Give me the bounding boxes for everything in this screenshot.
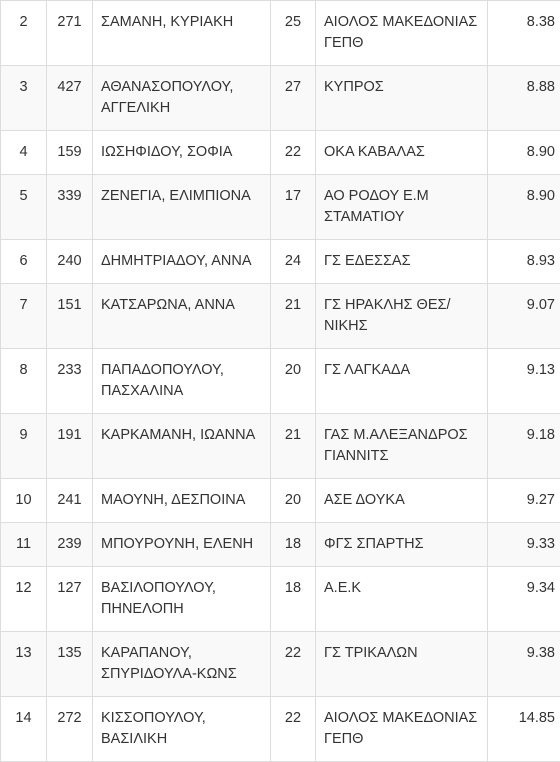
table-row [1, 66, 560, 131]
rank-cell: 8 [1, 349, 47, 414]
age-cell: 21 [271, 284, 316, 349]
age-cell: 20 [271, 349, 316, 414]
time-cell: 8.93 [488, 240, 560, 284]
age-cell: 17 [271, 175, 316, 240]
bib-number-cell: 272 [47, 697, 93, 762]
club-cell: ΓΣ ΛΑΓΚΑΔΑ [316, 349, 488, 414]
age-cell: 22 [271, 131, 316, 175]
table-row [1, 697, 560, 762]
time-cell: 9.13 [488, 349, 560, 414]
age-cell: 25 [271, 1, 316, 66]
table-row [1, 175, 560, 240]
athlete-name-cell: ΚΑΡΑΠΑΝΟΥ, ΣΠΥΡΙΔΟΥΛΑ-ΚΩΝΣ [93, 632, 271, 697]
club-cell: ΓΣ ΕΔΕΣΣΑΣ [316, 240, 488, 284]
bib-number-cell: 233 [47, 349, 93, 414]
age-cell: 18 [271, 567, 316, 632]
club-cell: ΚΥΠΡΟΣ [316, 66, 488, 131]
bib-number-cell: 127 [47, 567, 93, 632]
athlete-name-cell: ΜΠΟΥΡΟΥΝΗ, ΕΛΕΝΗ [93, 523, 271, 567]
rank-cell: 11 [1, 523, 47, 567]
time-cell: 9.07 [488, 284, 560, 349]
club-cell: ΑΟ ΡΟΔΟΥ Ε.Μ ΣΤΑΜΑΤΙΟΥ [316, 175, 488, 240]
athlete-name-cell: ΙΩΣΗΦΙΔΟΥ, ΣΟΦΙΑ [93, 131, 271, 175]
age-cell: 24 [271, 240, 316, 284]
athlete-name-cell: ΒΑΣΙΛΟΠΟΥΛΟΥ, ΠΗΝΕΛΟΠΗ [93, 567, 271, 632]
table-row [1, 240, 560, 284]
rank-cell: 14 [1, 697, 47, 762]
athlete-name-cell: ΔΗΜΗΤΡΙΑΔΟΥ, ΑΝΝΑ [93, 240, 271, 284]
bib-number-cell: 271 [47, 1, 93, 66]
time-cell: 9.34 [488, 567, 560, 632]
bib-number-cell: 240 [47, 240, 93, 284]
time-cell: 14.85 [488, 697, 560, 762]
club-cell: ΑΙΟΛΟΣ ΜΑΚΕΔΟΝΙΑΣ ΓΕΠΘ [316, 1, 488, 66]
athlete-name-cell: ΚΑΤΣΑΡΩΝΑ, ΑΝΝΑ [93, 284, 271, 349]
bib-number-cell: 239 [47, 523, 93, 567]
club-cell: Α.Ε.Κ [316, 567, 488, 632]
bib-number-cell: 159 [47, 131, 93, 175]
athlete-name-cell: ΚΑΡΚΑΜΑΝΗ, ΙΩΑΝΝΑ [93, 414, 271, 479]
club-cell: ΑΙΟΛΟΣ ΜΑΚΕΔΟΝΙΑΣ ΓΕΠΘ [316, 697, 488, 762]
table-row [1, 349, 560, 414]
rank-cell: 12 [1, 567, 47, 632]
rank-cell: 13 [1, 632, 47, 697]
club-cell: ΓΣ ΤΡΙΚΑΛΩΝ [316, 632, 488, 697]
bib-number-cell: 339 [47, 175, 93, 240]
rank-cell: 2 [1, 1, 47, 66]
bib-number-cell: 151 [47, 284, 93, 349]
athlete-name-cell: ΠΑΠΑΔΟΠΟΥΛΟΥ, ΠΑΣΧΑΛΙΝΑ [93, 349, 271, 414]
club-cell: ΓΑΣ Μ.ΑΛΕΞΑΝΔΡΟΣ ΓΙΑΝΝΙΤΣ [316, 414, 488, 479]
age-cell: 22 [271, 697, 316, 762]
table-row [1, 567, 560, 632]
athlete-name-cell: ΚΙΣΣΟΠΟΥΛΟΥ, ΒΑΣΙΛΙΚΗ [93, 697, 271, 762]
athlete-name-cell: ΑΘΑΝΑΣΟΠΟΥΛΟΥ, ΑΓΓΕΛΙΚΗ [93, 66, 271, 131]
time-cell: 8.90 [488, 131, 560, 175]
table-row [1, 284, 560, 349]
club-cell: ΓΣ ΗΡΑΚΛΗΣ ΘΕΣ/ΝΙΚΗΣ [316, 284, 488, 349]
athlete-name-cell: ΜΑΟΥΝΗ, ΔΕΣΠΟΙΝΑ [93, 479, 271, 523]
time-cell: 9.18 [488, 414, 560, 479]
athlete-name-cell: ΣΑΜΑΝΗ, ΚΥΡΙΑΚΗ [93, 1, 271, 66]
age-cell: 27 [271, 66, 316, 131]
rank-cell: 10 [1, 479, 47, 523]
bib-number-cell: 191 [47, 414, 93, 479]
table-row [1, 632, 560, 697]
rank-cell: 3 [1, 66, 47, 131]
table-row [1, 414, 560, 479]
bib-number-cell: 135 [47, 632, 93, 697]
club-cell: ΟΚΑ ΚΑΒΑΛΑΣ [316, 131, 488, 175]
time-cell: 9.27 [488, 479, 560, 523]
time-cell: 9.38 [488, 632, 560, 697]
rank-cell: 6 [1, 240, 47, 284]
club-cell: ΦΓΣ ΣΠΑΡΤΗΣ [316, 523, 488, 567]
age-cell: 20 [271, 479, 316, 523]
bib-number-cell: 427 [47, 66, 93, 131]
results-table-body [1, 0, 560, 762]
age-cell: 22 [271, 632, 316, 697]
age-cell: 21 [271, 414, 316, 479]
athlete-name-cell: ΖΕΝΕΓΙΑ, ΕΛΙΜΠΙΟΝΑ [93, 175, 271, 240]
time-cell: 8.88 [488, 66, 560, 131]
bib-number-cell: 241 [47, 479, 93, 523]
time-cell: 8.90 [488, 175, 560, 240]
rank-cell: 7 [1, 284, 47, 349]
time-cell: 9.33 [488, 523, 560, 567]
table-row [1, 1, 560, 66]
table-row [1, 479, 560, 523]
rank-cell: 5 [1, 175, 47, 240]
age-cell: 18 [271, 523, 316, 567]
club-cell: ΑΣΕ ΔΟΥΚΑ [316, 479, 488, 523]
rank-cell: 9 [1, 414, 47, 479]
rank-cell: 4 [1, 131, 47, 175]
time-cell: 8.38 [488, 1, 560, 66]
table-row [1, 131, 560, 175]
table-row [1, 523, 560, 567]
